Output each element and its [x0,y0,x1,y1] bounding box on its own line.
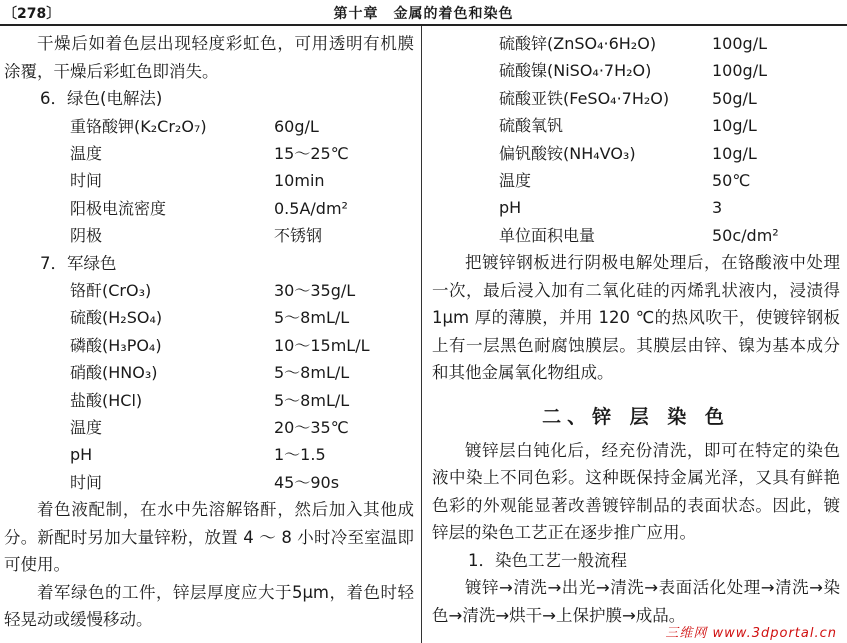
ingredient-value: 100g/L [712,61,767,81]
ingredient-name: pH [70,445,93,465]
ingredient-value: 50c/dm² [712,225,779,245]
column-divider [421,26,422,643]
ingredient-name: 硝酸(HNO₃) [70,363,158,383]
ingredient-value: 5～8mL/L [274,363,350,383]
recipe-table-continued [432,30,840,249]
recipe-row [4,332,414,359]
ingredient-name: 硫酸亚铁(FeSO₄·7H₂O) [499,88,670,108]
ingredient-name: 单位面积电量 [499,225,596,245]
ingredient-name: 硫酸氧钒 [499,116,564,136]
ingredient-value: 30～35g/L [274,281,356,301]
recipe-row [4,195,414,222]
section-heading-7: 7．军绿色 [40,253,117,273]
ingredient-value: 15～25℃ [274,143,349,163]
ingredient-name: 温度 [70,418,103,438]
ingredient-value: 10～15mL/L [274,335,370,355]
recipe-row [4,304,414,331]
ingredient-value: 0.5A/dm² [274,198,348,218]
section-title: 二、锌 层 染 色 [542,405,730,428]
page-number: 〔278〕 [3,6,61,22]
ingredient-name: 铬酐(CrO₃) [70,281,152,301]
subsection-title: 1．染色工艺一般流程 [468,550,627,570]
ingredient-value: 50℃ [712,171,751,191]
recipe-row [4,469,414,496]
watermark: 三维网 www.3dportal.cn [665,626,837,641]
recipe-row [432,222,840,249]
ingredient-name: 偏钒酸铵(NH₄VO₃) [499,143,636,163]
recipe-row [4,277,414,304]
ingredient-name: 盐酸(HCl) [70,390,143,410]
recipe-table-7 [4,277,414,496]
recipe-row [4,387,414,414]
ingredient-value: 10g/L [712,143,757,163]
header-rule [0,24,847,26]
ingredient-name: 阴极 [70,226,103,246]
paragraph: 干燥后如着色层出现轻度彩虹色，可用透明有机膜涂覆，干燥后彩虹色即消失。 [4,34,414,81]
recipe-row [4,414,414,441]
recipe-row [4,113,414,140]
process-flow: 镀锌→清洗→出光→清洗→表面活化处理→清洗→染色→清洗→烘干→上保护膜→成品。 [432,578,840,625]
recipe-row [432,112,840,139]
recipe-row [4,140,414,167]
chapter-title: 第十章 金属的着色和染色 [333,6,514,22]
recipe-row [4,222,414,249]
ingredient-name: 硫酸镍(NiSO₄·7H₂O) [499,61,652,81]
page-header [0,0,847,26]
ingredient-value: 20～35℃ [274,418,349,438]
ingredient-value: 60g/L [274,116,319,136]
left-column [4,30,414,634]
ingredient-name: pH [499,198,522,218]
ingredient-name: 温度 [499,171,532,191]
ingredient-value: 45～90s [274,472,340,492]
ingredient-name: 温度 [70,143,103,163]
ingredient-name: 阳极电流密度 [70,198,167,218]
recipe-row [432,167,840,194]
section-heading-6: 6．绿色(电解法) [40,89,163,108]
recipe-row [4,441,414,468]
paragraph: 着色液配制，在水中先溶解铬酐，然后加入其他成分。新配时另加大量锌粉，放置 4 ～ 8 小时冷至室温即可使用。 [4,500,414,575]
recipe-row [4,167,414,194]
ingredient-name: 硫酸锌(ZnSO₄·6H₂O) [499,34,657,53]
recipe-row [432,140,840,167]
ingredient-value: 5～8mL/L [274,308,350,328]
recipe-row [432,194,840,221]
ingredient-value: 5～8mL/L [274,390,350,410]
ingredient-name: 时间 [70,472,103,492]
recipe-row [432,30,840,57]
ingredient-name: 时间 [70,171,103,191]
ingredient-value: 不锈钢 [274,226,323,246]
ingredient-value: 50g/L [712,88,757,108]
ingredient-value: 10min [274,171,325,191]
recipe-table-6 [4,113,414,250]
recipe-row [4,359,414,386]
recipe-row [432,57,840,84]
ingredient-name: 磷酸(H₃PO₄) [70,335,162,355]
ingredient-value: 100g/L [712,34,767,53]
recipe-row [432,85,840,112]
ingredient-value: 3 [712,198,723,218]
paragraph: 把镀锌钢板进行阴极电解处理后，在铬酸液中处理一次，最后浸入加有二氧化硅的丙烯乳状液内，浸渍得 1μm 厚的薄膜，并用 120 ℃的热风吹干，使镀锌钢板上有一层黑色耐腐蚀膜层。其膜层由锌、镍为基本成分和其他金属氧化物组成。 [432,253,840,383]
right-column [432,30,840,629]
paragraph: 镀锌层白钝化后，经充份清洗，即可在特定的染色液中染上不同色彩。这种既保持金属光泽，又具有鲜艳色彩的外观能显著改善镀锌制品的表面状态。因此，镀锌层的染色工艺正在逐步推广应用。 [432,440,840,543]
ingredient-name: 硫酸(H₂SO₄) [70,308,163,328]
ingredient-value: 10g/L [712,116,757,136]
ingredient-value: 1～1.5 [274,445,326,465]
paragraph: 着军绿色的工件，锌层厚度应大于5μm，着色时轻轻晃动或缓慢移动。 [4,582,414,630]
ingredient-name: 重铬酸钾(K₂Cr₂O₇) [70,116,207,136]
